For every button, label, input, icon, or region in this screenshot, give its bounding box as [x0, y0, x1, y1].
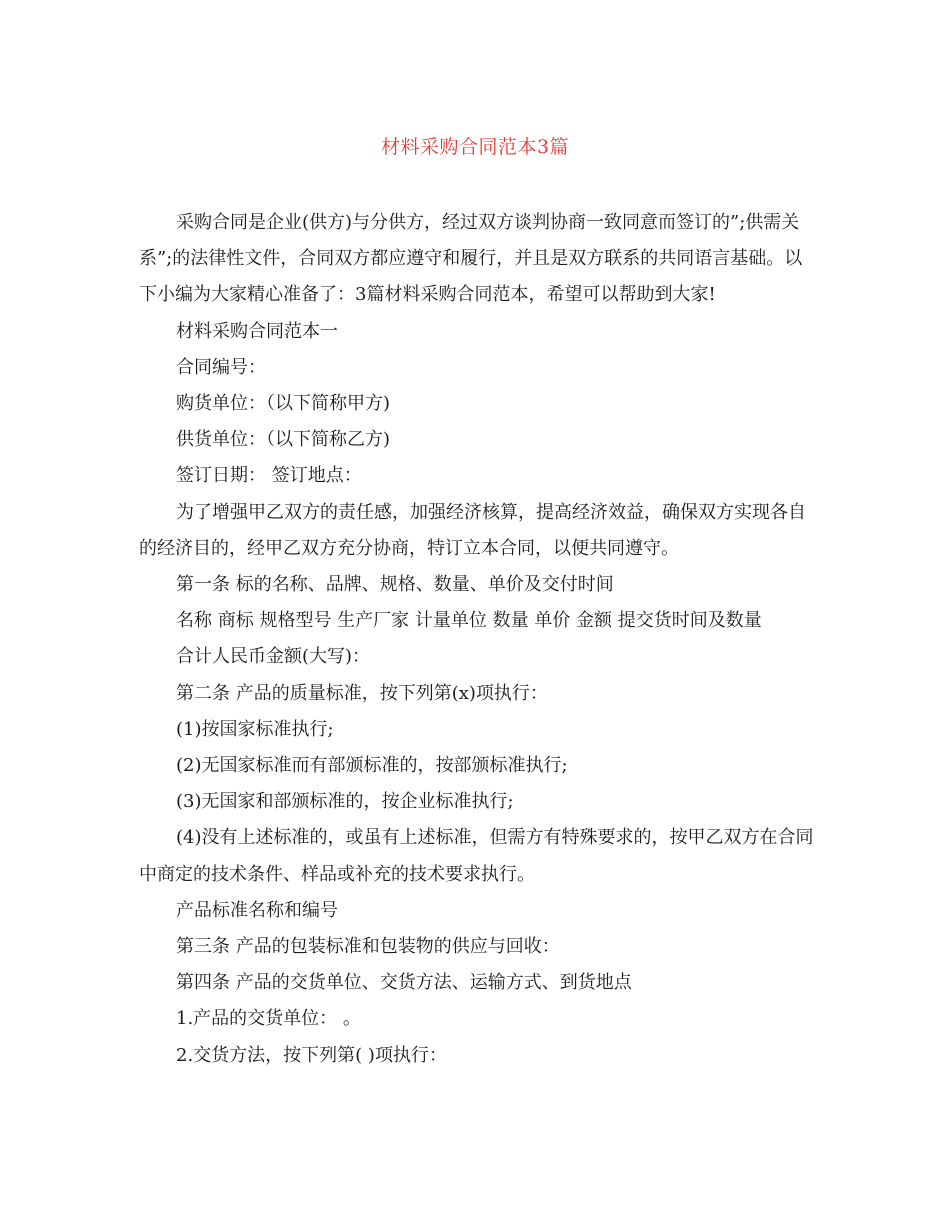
article-two-item-3: (3)无国家和部颁标准的，按企业标准执行; — [176, 791, 514, 813]
signing-date-place-line: 签订日期： 签订地点： — [176, 465, 362, 487]
buyer-line: 购货单位：（以下简称甲方) — [176, 393, 391, 415]
article-one-columns: 名称 商标 规格型号 生产厂家 计量单位 数量 单价 金额 提交货时间及数量 — [176, 610, 762, 632]
document-title: 材料采购合同范本3篇 — [380, 136, 570, 158]
intro-paragraph: 采购合同是企业(供方)与分供方，经过双方谈判协商一致同意而签订的”;供需关系”;的法律性文件，合同双方都应遵守和履行，并且是双方联系的共同语言基础。以下小编为大家精心准备了：3篇材料采购合同范本，希望可以帮助到大家! — [139, 212, 803, 306]
article-four-item-1: 1.产品的交货单位： 。 — [176, 1008, 361, 1030]
article-two-item-2: (2)无国家标准而有部颁标准的，按部颁标准执行; — [176, 755, 568, 777]
contract-number-line: 合同编号： — [176, 356, 266, 378]
article-two-heading: 第二条 产品的质量标准，按下列第(x)项执行： — [176, 682, 548, 704]
section-heading-sample-one: 材料采购合同范本一 — [176, 320, 338, 342]
article-four-item-2: 2.交货方法，按下列第( )项执行： — [176, 1044, 447, 1066]
article-four-heading: 第四条 产品的交货单位、交货方法、运输方式、到货地点 — [176, 972, 632, 994]
preamble-paragraph: 为了增强甲乙双方的责任感，加强经济核算，提高经济效益，确保双方实现各自的经济目的，经甲乙双方充分协商，特订立本合同，以便共同遵守。 — [139, 501, 806, 559]
supplier-line: 供货单位：（以下简称乙方) — [176, 429, 391, 451]
standard-name-line: 产品标准名称和编号 — [176, 899, 338, 921]
article-three-heading: 第三条 产品的包装标准和包装物的供应与回收： — [176, 936, 560, 958]
article-two-item-1: (1)按国家标准执行; — [176, 718, 334, 740]
total-amount-line: 合计人民币金额(大写)： — [176, 646, 371, 668]
document-body — [139, 205, 815, 1074]
article-one-heading: 第一条 标的名称、品牌、规格、数量、单价及交付时间 — [176, 574, 614, 596]
article-two-item-4: (4)没有上述标准的，或虽有上述标准，但需方有特殊要求的，按甲乙双方在合同中商定的技术条件、样品或补充的技术要求执行。 — [139, 827, 814, 885]
